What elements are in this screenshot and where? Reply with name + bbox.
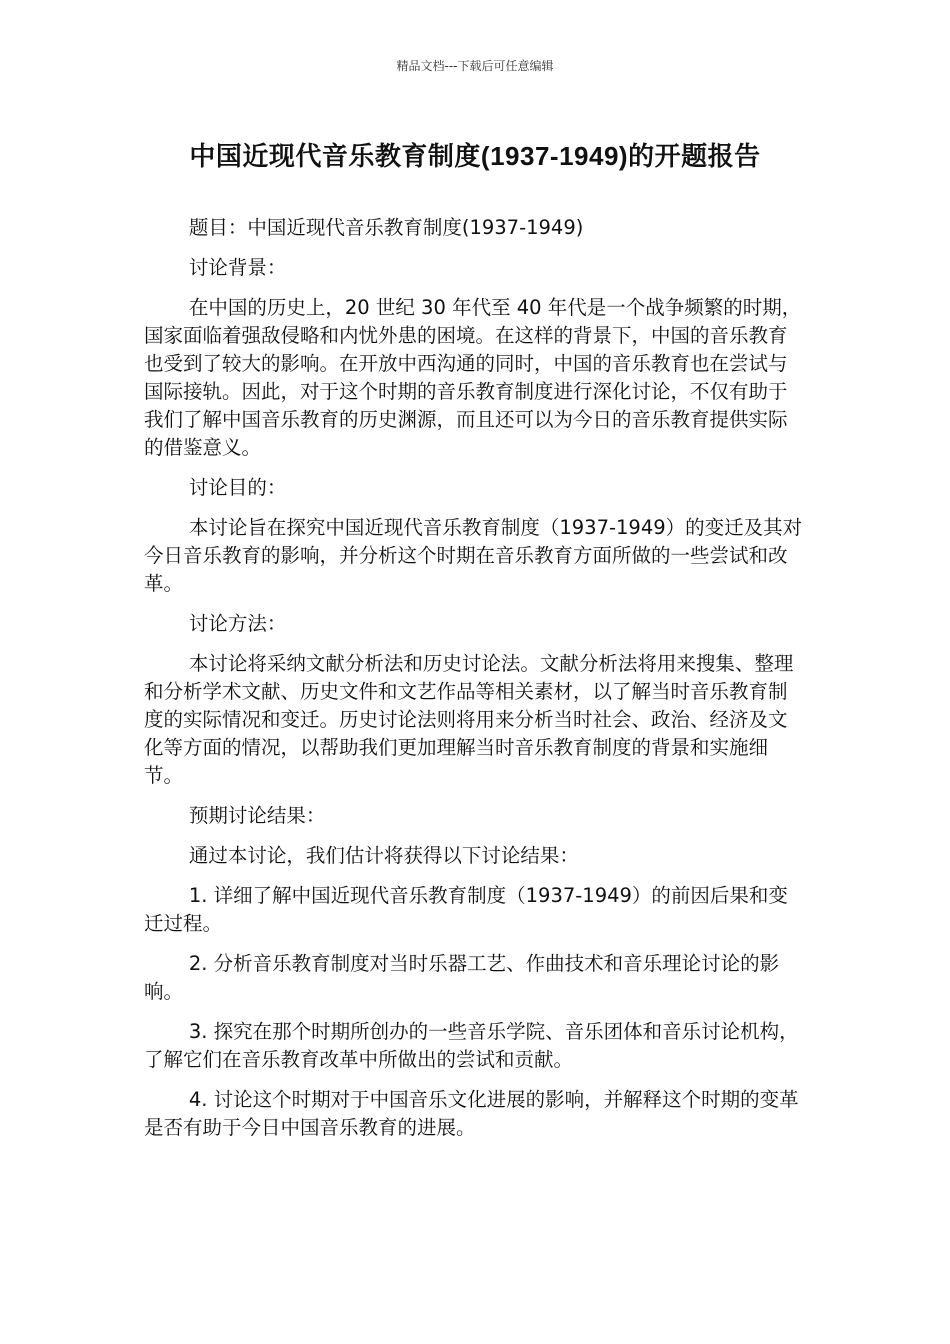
section-heading-expected-results: 预期讨论结果： xyxy=(188,804,326,827)
result-item-1: 1. 详细了解中国近现代音乐教育制度（1937-1949）的前因后果和变迁过程。 xyxy=(144,884,788,935)
page-header-note: 精品文档---下载后可任意编辑 xyxy=(396,59,554,73)
result-item-4: 4. 讨论这个时期对于中国音乐文化进展的影响，并解释这个时期的变革是否有助于今日中国音乐教育的进展。 xyxy=(144,1088,799,1139)
section-heading-background: 讨论背景： xyxy=(188,256,287,279)
result-item-3: 3. 探究在那个时期所创办的一些音乐学院、音乐团体和音乐讨论机构，了解它们在音乐教育改革中所做出的尝试和贡献。 xyxy=(144,1020,799,1071)
result-item-2: 2. 分析音乐教育制度对当时乐器工艺、作曲技术和音乐理论讨论的影响。 xyxy=(144,952,780,1003)
section-heading-purpose: 讨论目的： xyxy=(188,476,287,499)
document-title: 中国近现代音乐教育制度(1937-1949)的开题报告 xyxy=(189,141,761,171)
method-paragraph: 本讨论将采纳文献分析法和历史讨论法。文献分析法将用来搜集、整理和分析学术文献、历史文件和文艺作品等相关素材，以了解当时音乐教育制度的实际情况和变迁。历史讨论法则将用来分析当时社会、政治、经济及文化等方面的情况，以帮助我们更加理解当时音乐教育制度的背景和实施细节。 xyxy=(144,652,794,787)
expected-results-intro: 通过本讨论，我们估计将获得以下讨论结果： xyxy=(188,844,579,867)
background-paragraph: 在中国的历史上，20 世纪 30 年代至 40 年代是一个战争频繁的时期，国家面临着强敌侵略和内忧外患的困境。在这样的背景下，中国的音乐教育也受到了较大的影响。在开放中西沟通的同时，中国的音乐教育也在尝试与国际接轨。因此，对于这个时期的音乐教育制度进行深化讨论，不仅有助于我们了解中国音乐教育的历史渊源，而且还可以为今日的音乐教育提供实际的借鉴意义。 xyxy=(144,296,802,459)
purpose-paragraph: 本讨论旨在探究中国近现代音乐教育制度（1937-1949）的变迁及其对今日音乐教育的影响，并分析这个时期在音乐教育方面所做的一些尝试和改革。 xyxy=(144,516,803,595)
topic-line: 题目：中国近现代音乐教育制度(1937-1949) xyxy=(188,216,584,239)
document-body xyxy=(144,214,806,1154)
section-heading-method: 讨论方法： xyxy=(188,612,287,635)
